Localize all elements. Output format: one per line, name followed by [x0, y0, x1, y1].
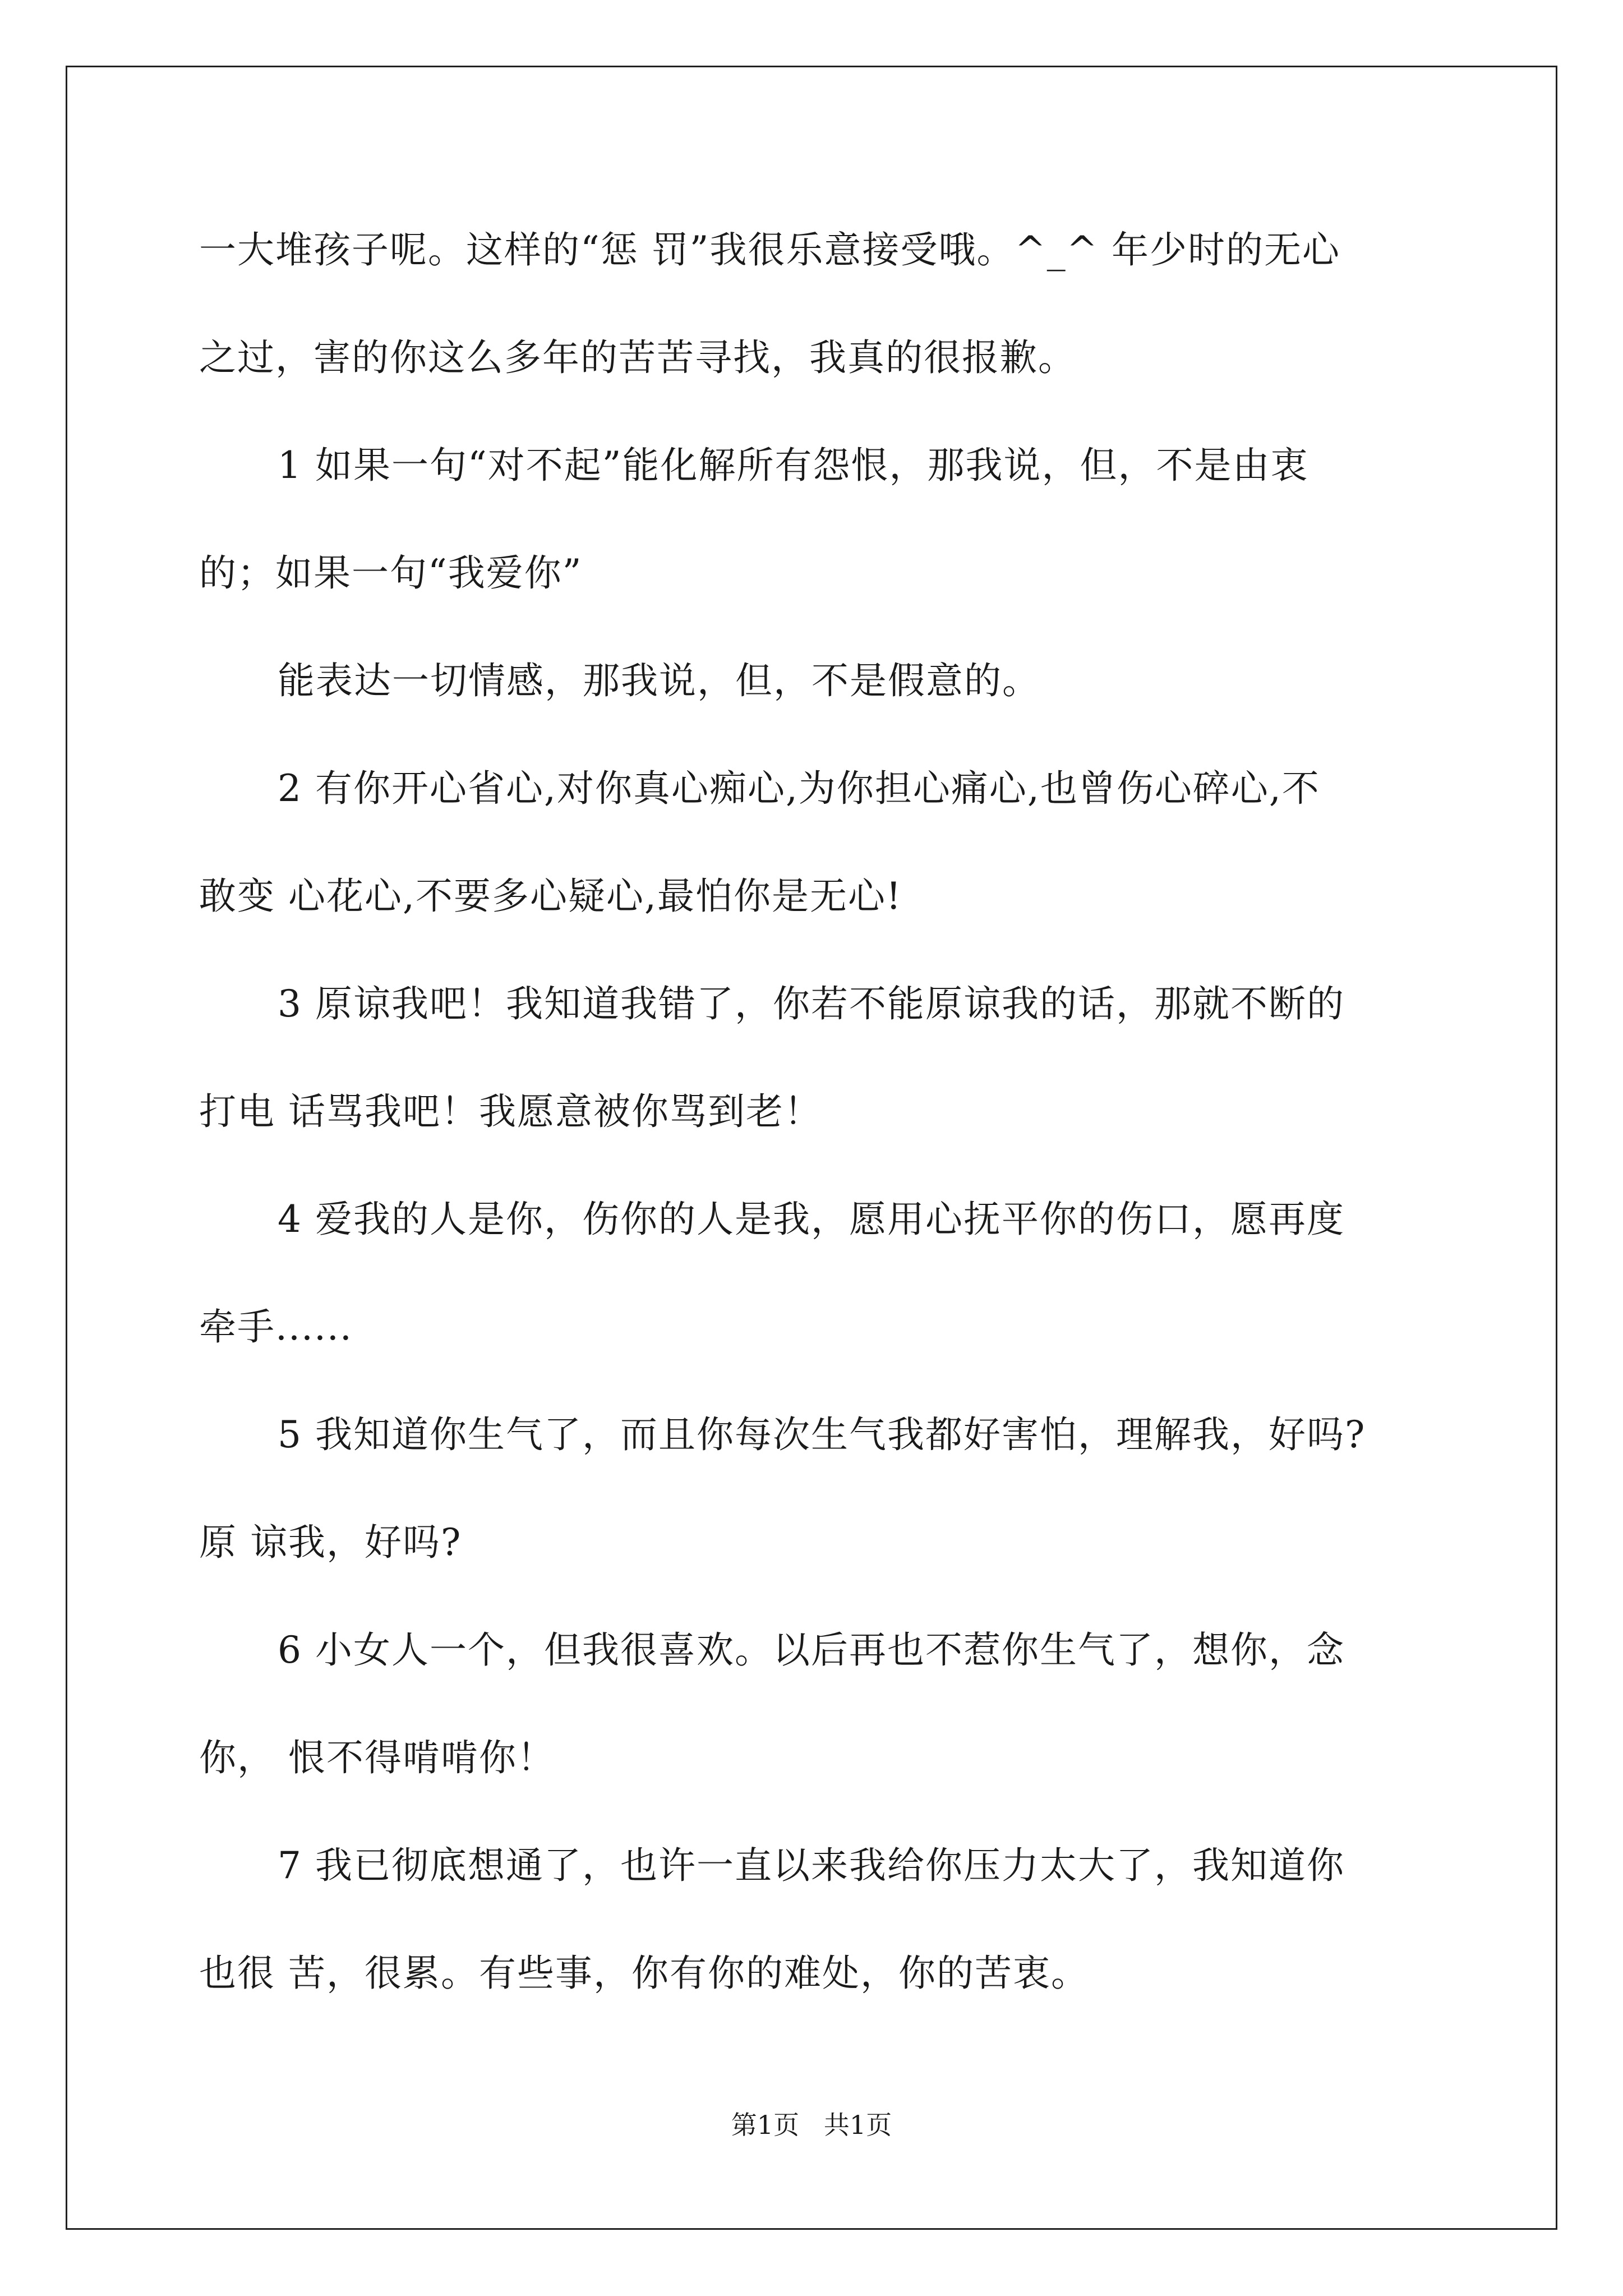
text-line: 6 小女人一个，但我很喜欢。以后再也不惹你生气了，想你，念	[278, 1628, 1345, 1672]
text-line: 能表达一切情感，那我说，但，不是假意的。	[278, 659, 1040, 702]
text-line: 打电 话骂我吧！我愿意被你骂到老！	[199, 1090, 822, 1133]
page-number-footer: 第1页 共1页	[731, 2110, 892, 2140]
text-line: 7 我已彻底想通了，也许一直以来我给你压力太大了，我知道你	[278, 1844, 1345, 1887]
text-line: 1 如果一句“对不起”能化解所有怨恨，那我说，但，不是由衷	[278, 444, 1309, 487]
text-line: 也很 苦，很累。有些事，你有你的难处，你的苦衷。	[199, 1952, 1089, 1995]
text-line: 的；如果一句“我爱你”	[199, 551, 583, 595]
text-line: 敢变 心花心,不要多心疑心,最怕你是无心!	[199, 875, 902, 918]
text-line: 你， 恨不得啃啃你！	[199, 1736, 555, 1779]
text-line: 2 有你开心省心,对你真心痴心,为你担心痛心,也曾伤心碎心,不	[278, 767, 1320, 810]
page-border	[66, 66, 1557, 2230]
text-line: 3 原谅我吧！我知道我错了，你若不能原谅我的话，那就不断的	[278, 982, 1345, 1025]
text-line: 之过，害的你这么多年的苦苦寻找，我真的很报歉。	[199, 336, 1076, 379]
text-line: 牵手......	[199, 1305, 353, 1349]
text-line: 一大堆孩子呢。这样的“惩 罚”我很乐意接受哦。^_^ 年少时的无心	[199, 228, 1341, 272]
text-line: 5 我知道你生气了，而且你每次生气我都好害怕，理解我，好吗?	[278, 1413, 1366, 1456]
text-line: 4 爱我的人是你，伤你的人是我，愿用心抚平你的伤口，愿再度	[278, 1198, 1345, 1241]
text-line: 原 谅我，好吗?	[199, 1521, 462, 1564]
